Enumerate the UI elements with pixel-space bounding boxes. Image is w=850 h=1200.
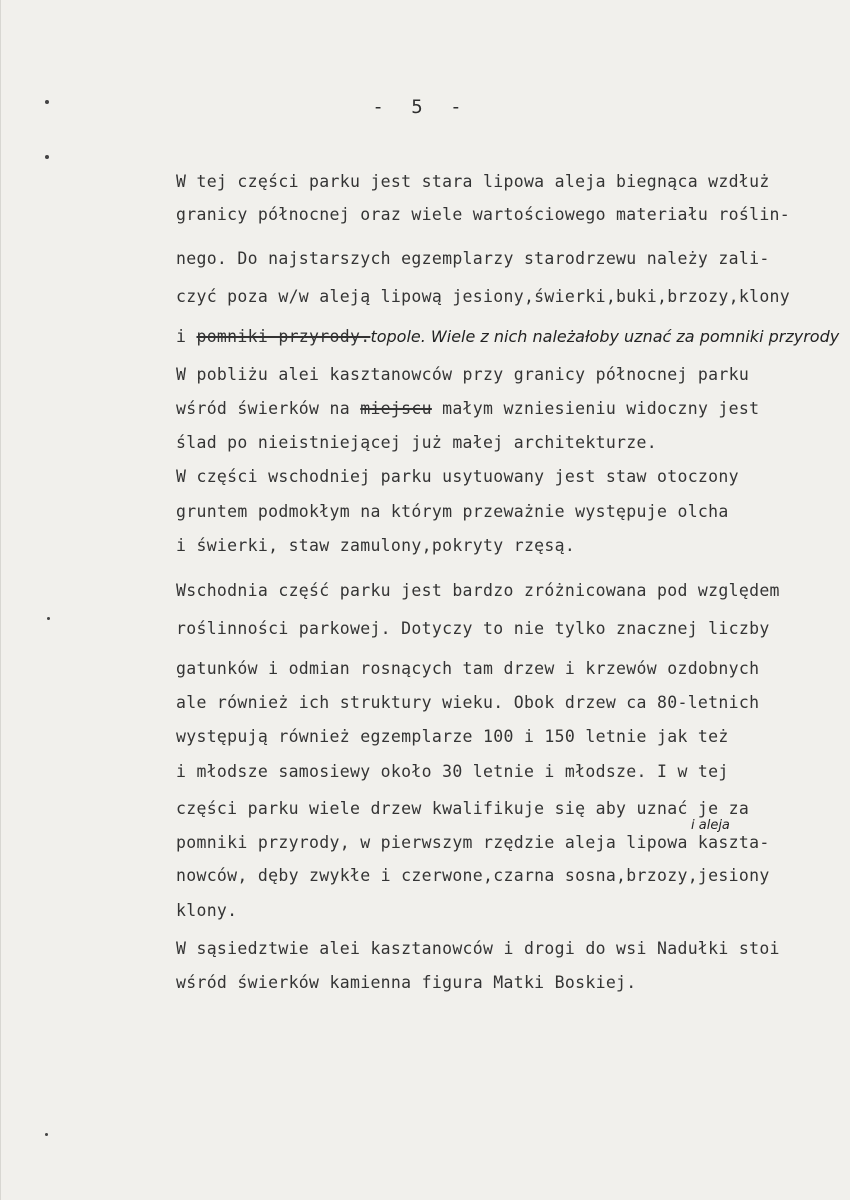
text-line: ślad po nieistniejącej już małej architekturze.: [176, 433, 657, 452]
line-prefix: wśród świerków na: [176, 399, 361, 418]
text-line: wśród świerków kamienna figura Matki Boskiej.: [176, 973, 637, 992]
text-line: roślinności parkowej. Dotyczy to nie tylko znacznej liczby: [176, 619, 770, 638]
text-line: i młodsze samosiewy około 30 letnie i młodsze. I w tej: [176, 762, 729, 781]
struck-text: pomniki przyrody.: [196, 327, 371, 346]
line-text: pomniki przyrody, w pierwszym rzędzie aleja lipowa: [176, 833, 688, 852]
text-line-with-correction: [176, 399, 759, 418]
text-line: czyć poza w/w aleją lipową jesiony,świerki,buki,brzozy,klony: [176, 287, 791, 306]
text-line: klony.: [176, 901, 238, 920]
struck-text: miejscu: [360, 399, 432, 418]
text-line: gruntem podmokłym na którym przeważnie występuje olcha: [176, 502, 729, 521]
text-line: występują również egzemplarze 100 i 150 letnie jak też: [176, 727, 729, 746]
page-number: - 5 -: [372, 96, 470, 118]
text-line: i świerki, staw zamulony,pokryty rzęsą.: [176, 536, 576, 555]
text-line: nego. Do najstarszych egzemplarzy starodrzewu należy zali-: [176, 249, 770, 268]
line-prefix: i: [176, 327, 197, 346]
text-line-with-correction: [176, 327, 839, 346]
text-line: W części wschodniej parku usytuowany jest staw otoczony: [176, 467, 739, 486]
margin-dot: [45, 100, 49, 104]
text-line: granicy północnej oraz wiele wartościowego materiału roślin-: [176, 205, 791, 224]
text-line: nowców, dęby zwykłe i czerwone,czarna sosna,brzozy,jesiony: [176, 866, 770, 885]
margin-dot: [45, 155, 49, 159]
margin-dot: [45, 1133, 48, 1136]
line-continuation: kaszta-: [687, 833, 770, 852]
text-line: ale również ich struktury wieku. Obok drzew ca 80-letnich: [176, 693, 760, 712]
margin-dot: [47, 617, 50, 620]
text-line: części parku wiele drzew kwalifikuje się aby uznać je za: [176, 799, 750, 818]
text-line: gatunków i odmian rosnących tam drzew i krzewów ozdobnych: [176, 659, 760, 678]
text-line: W sąsiedztwie alei kasztanowców i drogi do wsi Nadułki stoi: [176, 939, 780, 958]
text-line: Wschodnia część parku jest bardzo zróżnicowana pod względem: [176, 581, 780, 600]
text-line: W tej części parku jest stara lipowa aleja biegnąca wzdłuż: [176, 172, 770, 191]
text-line: W pobliżu alei kasztanowców przy granicy północnej parku: [176, 365, 750, 384]
line-suffix: małym wzniesieniu widoczny jest: [431, 399, 760, 418]
handwritten-annotation: topole. Wiele z nich należałoby uznać za pomniki przyrody: [370, 327, 840, 346]
text-line-with-insertion: [176, 833, 770, 852]
handwritten-insertion: i aleja: [691, 818, 730, 833]
